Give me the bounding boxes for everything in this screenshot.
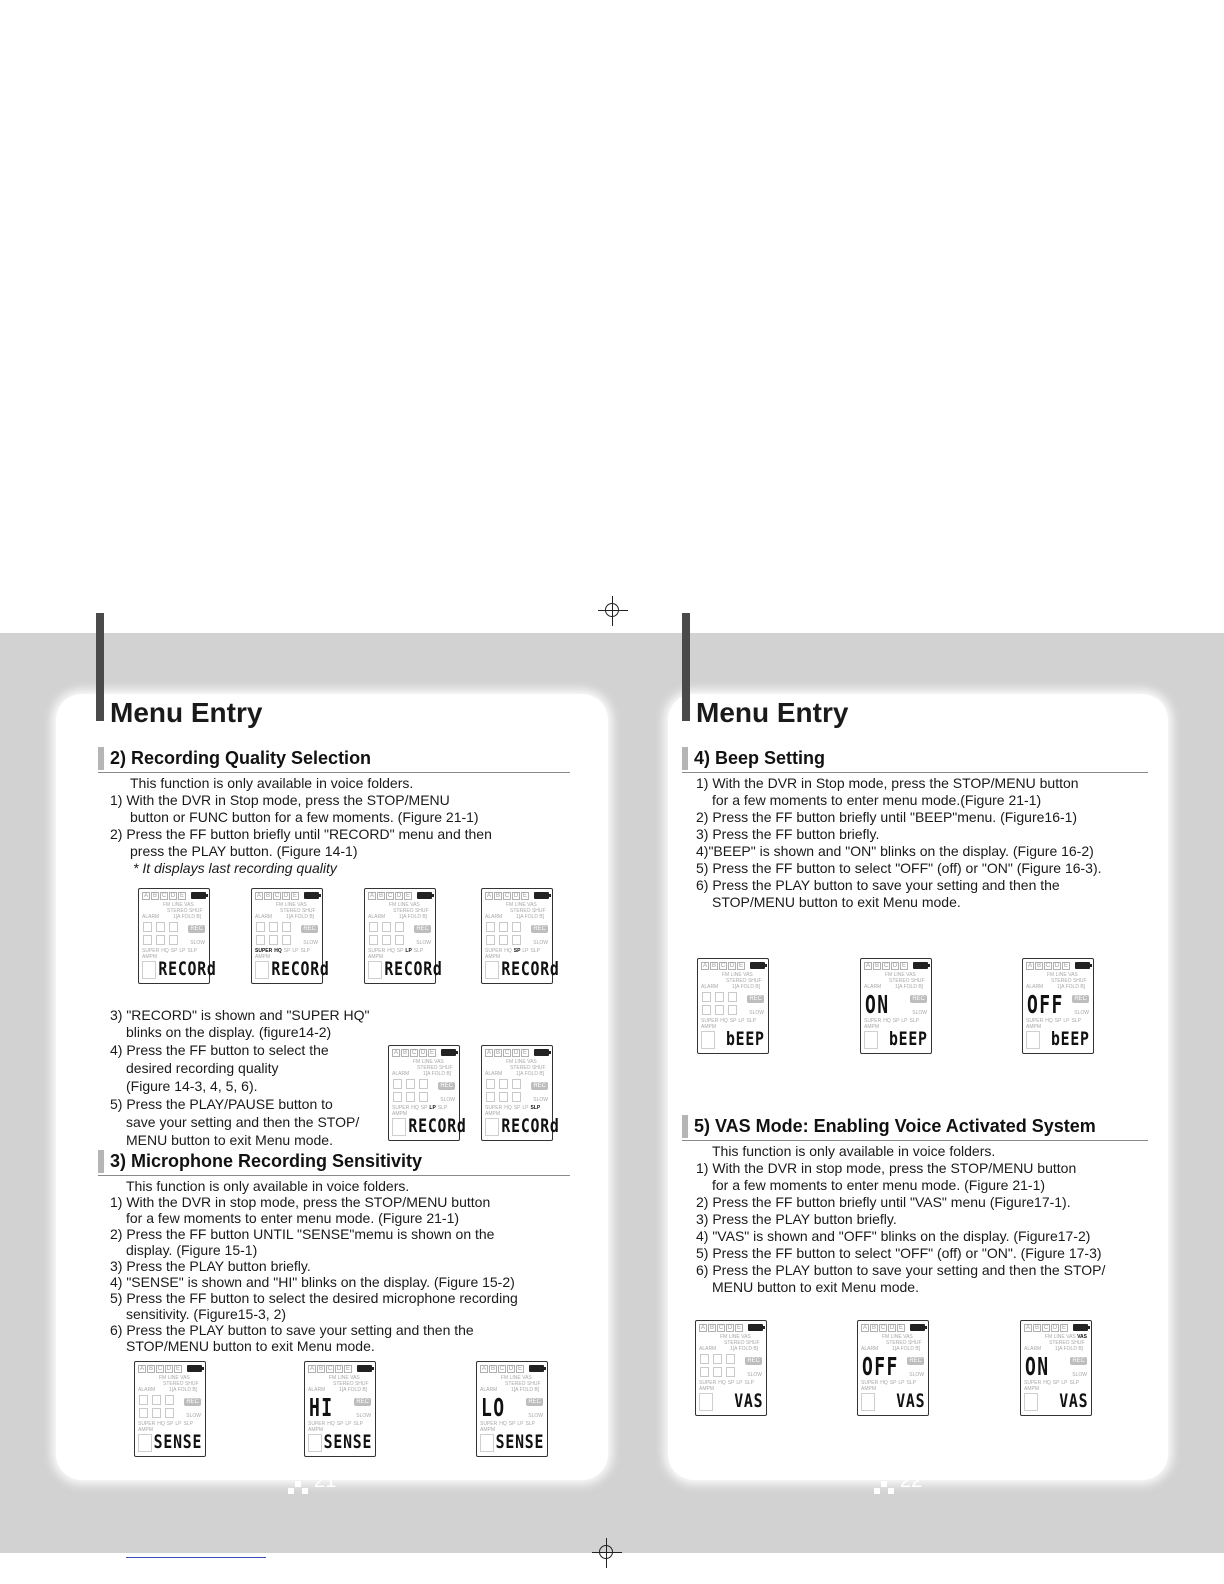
lcd-mode-labels: SUPER HQ SP LP SLP — [1026, 1018, 1081, 1024]
battery-icon — [357, 1365, 372, 1372]
lcd-menu-text: RECORd — [501, 1115, 560, 1137]
lcd-menu-text: SENSE — [495, 1431, 544, 1453]
footer-link-underline — [126, 1557, 266, 1558]
lcd-label: FM LINE VAS — [506, 1059, 537, 1065]
lcd-label: ALARM — [392, 1071, 410, 1077]
section-marker — [682, 747, 688, 770]
lcd-label: FM LINE VAS — [329, 1375, 360, 1381]
lcd-menu-text: bEEP — [726, 1028, 765, 1050]
page-number: 21 — [314, 1470, 337, 1492]
text-line: This function is only available in voice folders. — [130, 775, 414, 791]
text-line: 1) With the DVR in stop mode, press the STOP/MENU button — [696, 1160, 1077, 1176]
lcd-mode-labels: SUPER HQ SP LP SLP — [861, 1380, 916, 1386]
section-marker — [98, 1150, 104, 1173]
text-line: 4) "VAS" is shown and "OFF" blinks on the display. (Figure17-2) — [696, 1228, 1091, 1244]
lcd-figure-15-3 — [476, 1361, 548, 1457]
text-line: for a few moments to enter menu mode. (Figure 21-1) — [712, 1177, 1046, 1193]
section-title: 5) VAS Mode: Enabling Voice Activated System — [694, 1116, 1096, 1136]
lcd-label: AMPM — [699, 1386, 714, 1392]
text-line: 5) Press the FF button to select the desired microphone recording — [110, 1290, 518, 1306]
lcd-folder-letters: A B C D E — [1027, 963, 1068, 969]
lcd-figure-14-1 — [138, 888, 217, 984]
lcd-menu-text: VAS — [733, 1390, 763, 1412]
lcd-mode-labels: SUPER HQ SP LP SLP — [864, 1018, 919, 1024]
text-line: MENU button to exit Menu mode. — [126, 1132, 333, 1148]
lcd-label: STEREO SHUF — [163, 1381, 199, 1387]
lcd-vas-on: VAS — [1077, 1334, 1087, 1340]
section-heading-recording-quality — [98, 746, 570, 773]
text-line: STOP/MENU button to exit Menu mode. — [712, 894, 961, 910]
lcd-folder-letters: A B C D E — [486, 1050, 527, 1056]
lcd-label: AMPM — [701, 1024, 716, 1030]
rec-indicator: REC — [912, 996, 925, 1002]
lcd-label: 1[A FOLD B] — [516, 1071, 545, 1077]
lcd-label: AMPM — [864, 1024, 879, 1030]
lcd-folder-letters: A B C D E — [700, 1325, 741, 1331]
text-line: press the PLAY button. (Figure 14-1) — [130, 843, 358, 859]
lcd-label: 1[A FOLD B] — [732, 984, 761, 990]
section-heading-vas-mode — [682, 1114, 1148, 1141]
lcd-value: LO — [481, 1393, 506, 1422]
lcd-mode-labels: SUPER HQ SP LP SLP — [699, 1380, 754, 1386]
lcd-label: SLOW — [416, 940, 431, 946]
text-line: 3) Press the PLAY button briefly. — [110, 1258, 311, 1274]
lcd-label: FM LINE VAS — [506, 902, 537, 908]
lcd-label: FM LINE VAS — [722, 972, 753, 978]
lcd-menu-text: RECORd — [501, 958, 560, 980]
lcd-figure-15-2 — [304, 1361, 376, 1457]
rec-indicator: REC — [909, 1358, 922, 1364]
lcd-figure-17-3 — [1020, 1320, 1092, 1416]
lcd-label: FM LINE VAS — [163, 902, 194, 908]
section-marker — [98, 747, 104, 770]
lcd-label: ALARM — [480, 1387, 498, 1393]
lcd-menu-text: bEEP — [1051, 1028, 1090, 1050]
lcd-folder-letters: A B C D E — [256, 893, 297, 899]
lcd-label: SLOW — [912, 1010, 927, 1016]
lcd-label: FM LINE VAS — [1045, 1334, 1076, 1340]
text-line: 6) Press the PLAY button to save your setting and then the — [110, 1322, 474, 1338]
lcd-label: STEREO SHUF — [889, 978, 925, 984]
lcd-label: STEREO SHUF — [505, 1381, 541, 1387]
lcd-empty-digits — [486, 1079, 526, 1105]
lcd-label: STEREO SHUF — [333, 1381, 369, 1387]
section-heading-microphone-sensitivity — [98, 1149, 570, 1176]
lcd-label: ALARM — [861, 1346, 879, 1352]
text-line: 5) Press the FF button to select "OFF" (off) or "ON". (Figure 17-3) — [696, 1245, 1102, 1261]
text-line: 2) Press the FF button briefly until "BEEP"menu. (Figure16-1) — [696, 809, 1078, 825]
lcd-value: ON — [865, 990, 890, 1019]
rec-indicator: REC — [1072, 1358, 1085, 1364]
lcd-menu-text: RECORd — [158, 958, 217, 980]
lcd-figure-16-2 — [860, 958, 932, 1054]
lcd-label: STEREO SHUF — [280, 908, 316, 914]
rec-indicator: REC — [186, 1399, 199, 1405]
page-number-icon — [288, 1474, 308, 1494]
crop-mark-top — [598, 596, 628, 626]
lcd-label: FM LINE VAS — [276, 902, 307, 908]
lcd-label: FM LINE VAS — [885, 972, 916, 978]
lcd-empty-digits — [486, 922, 526, 948]
text-note: * It displays last recording quality — [133, 860, 337, 876]
lcd-figure-14-2 — [251, 888, 330, 984]
lcd-label: AMPM — [1026, 1024, 1041, 1030]
text-line: 1) With the DVR in stop mode, press the STOP/MENU button — [110, 1194, 491, 1210]
lcd-mode-labels: SUPER HQ SP LP SLP — [368, 948, 424, 954]
lcd-label: SLOW — [909, 1372, 924, 1378]
lcd-folder-letters: A B C D E — [481, 1366, 522, 1372]
lcd-value: OFF — [1027, 990, 1064, 1019]
lcd-label: FM LINE VAS — [501, 1375, 532, 1381]
lcd-empty-digits — [143, 922, 183, 948]
battery-icon — [187, 1365, 202, 1372]
lcd-label: AMPM — [485, 954, 500, 960]
lcd-empty-digits — [256, 922, 296, 948]
lcd-label: ALARM — [308, 1387, 326, 1393]
lcd-mode-labels: SUPER HQ SP LP SLP — [255, 948, 310, 954]
battery-icon — [441, 1049, 456, 1056]
lcd-figure-14-4 — [481, 888, 560, 984]
left-page-title: Menu Entry — [110, 697, 263, 728]
lcd-label: ALARM — [485, 1071, 503, 1077]
text-line: save your setting and then the STOP/ — [126, 1114, 360, 1130]
text-line: This function is only available in voice folders. — [712, 1143, 996, 1159]
lcd-label: 1[A FOLD B] — [895, 984, 924, 990]
battery-icon — [1073, 1324, 1088, 1331]
lcd-label: SLOW — [533, 1097, 548, 1103]
lcd-label: SLOW — [440, 1097, 455, 1103]
text-line: display. (Figure 15-1) — [126, 1242, 258, 1258]
lcd-menu-text: SENSE — [153, 1431, 202, 1453]
lcd-menu-text: SENSE — [323, 1431, 372, 1453]
lcd-label: 1[A FOLD B] — [169, 1387, 198, 1393]
section-title: 3) Microphone Recording Sensitivity — [110, 1151, 423, 1171]
text-line: blinks on the display. (figure14-2) — [126, 1024, 332, 1040]
rec-indicator: REC — [533, 1083, 546, 1089]
lcd-figure-17-1 — [695, 1320, 767, 1416]
lcd-label: AMPM — [480, 1427, 495, 1433]
lcd-label: STEREO SHUF — [417, 1065, 453, 1071]
lcd-empty-digits — [700, 1354, 740, 1380]
section-marker — [682, 1115, 688, 1138]
lcd-folder-letters: A B C D E — [486, 893, 527, 899]
lcd-figure-16-1 — [697, 958, 769, 1054]
battery-icon — [534, 1049, 549, 1056]
lcd-label: 1[A FOLD B] — [173, 914, 202, 920]
lcd-empty-digits — [393, 1079, 433, 1105]
text-line: 3) Press the FF button briefly. — [696, 826, 880, 842]
lcd-mode-labels: SUPER HQ SP LP SLP — [485, 1105, 541, 1111]
lcd-label: SLOW — [533, 940, 548, 946]
lcd-label: STEREO SHUF — [886, 1340, 922, 1346]
text-line: 1) With the DVR in Stop mode, press the STOP/MENU button — [696, 775, 1079, 791]
text-line: desired recording quality — [126, 1060, 279, 1076]
lcd-label: ALARM — [699, 1346, 717, 1352]
text-line: button or FUNC button for a few moments. (Figure 21-1) — [130, 809, 479, 825]
rec-indicator: REC — [356, 1399, 369, 1405]
crop-mark-bottom — [592, 1538, 622, 1568]
lcd-mode-labels: SUPER HQ SP LP SLP — [485, 948, 540, 954]
lcd-label: 1[A FOLD B] — [516, 914, 545, 920]
lcd-folder-letters: A B C D E — [139, 1366, 180, 1372]
text-line: 3) "RECORD" is shown and "SUPER HQ" — [110, 1007, 370, 1023]
lcd-label: ALARM — [701, 984, 719, 990]
lcd-label: ALARM — [142, 914, 160, 920]
lcd-label: SLOW — [190, 940, 205, 946]
right-title-bar — [682, 613, 690, 721]
lcd-folder-letters: A B C D E — [702, 963, 743, 969]
battery-icon — [1075, 962, 1090, 969]
lcd-menu-text: RECORd — [408, 1115, 467, 1137]
lcd-label: ALARM — [864, 984, 882, 990]
lcd-label: 1[A FOLD B] — [286, 914, 315, 920]
text-line: 6) Press the PLAY button to save your setting and then the — [696, 877, 1060, 893]
lcd-label: SLOW — [186, 1413, 201, 1419]
rec-indicator: REC — [440, 1083, 453, 1089]
battery-icon — [750, 962, 765, 969]
text-line: 3) Press the PLAY button briefly. — [696, 1211, 897, 1227]
lcd-label: STEREO SHUF — [510, 908, 546, 914]
page-number: 22 — [900, 1470, 923, 1492]
lcd-mode-labels: SUPER HQ SP LP SLP — [480, 1421, 535, 1427]
lcd-label: FM LINE VAS — [720, 1334, 751, 1340]
lcd-label: SLOW — [303, 940, 318, 946]
lcd-mode-labels: SUPER HQ SP LP SLP — [1024, 1380, 1079, 1386]
lcd-label: AMPM — [255, 954, 270, 960]
lcd-menu-text: VAS — [895, 1390, 925, 1412]
lcd-mode-labels: SUPER HQ SP LP SLP — [138, 1421, 193, 1427]
lcd-label: STEREO SHUF — [167, 908, 203, 914]
lcd-label: AMPM — [368, 954, 383, 960]
lcd-mode-labels: SUPER HQ SP LP SLP — [392, 1105, 448, 1111]
lcd-figure-14-6 — [481, 1045, 560, 1141]
lcd-mode-labels: SUPER HQ SP LP SLP — [308, 1421, 363, 1427]
lcd-value: HI — [309, 1393, 334, 1422]
text-line: (Figure 14-3, 4, 5, 6). — [126, 1078, 258, 1094]
lcd-label: ALARM — [368, 914, 386, 920]
lcd-figure-14-5 — [388, 1045, 467, 1141]
lcd-label: SLOW — [749, 1010, 764, 1016]
lcd-label: FM LINE VAS — [413, 1059, 444, 1065]
lcd-label: 1[A FOLD B] — [892, 1346, 921, 1352]
lcd-label: STEREO SHUF — [510, 1065, 546, 1071]
lcd-folder-letters: A B C D E — [143, 893, 184, 899]
text-line: 4) Press the FF button to select the — [110, 1042, 329, 1058]
lcd-folder-letters: A B C D E — [865, 963, 906, 969]
lcd-label: AMPM — [1024, 1386, 1039, 1392]
battery-icon — [417, 892, 432, 899]
battery-icon — [748, 1324, 763, 1331]
lcd-figure-16-3 — [1022, 958, 1094, 1054]
rec-indicator: REC — [528, 1399, 541, 1405]
battery-icon — [910, 1324, 925, 1331]
text-line: for a few moments to enter menu mode. (Figure 21-1) — [126, 1210, 460, 1226]
lcd-label: FM LINE VAS — [1047, 972, 1078, 978]
rec-indicator: REC — [747, 1358, 760, 1364]
section-heading-beep-setting — [682, 746, 1148, 773]
lcd-menu-text: VAS — [1058, 1390, 1088, 1412]
rec-indicator: REC — [303, 926, 316, 932]
lcd-label: STEREO SHUF — [1051, 978, 1087, 984]
section-title: 2) Recording Quality Selection — [110, 748, 372, 768]
lcd-label: ALARM — [255, 914, 273, 920]
right-page-title: Menu Entry — [696, 697, 849, 728]
lcd-label: ALARM — [1024, 1346, 1042, 1352]
battery-icon — [529, 1365, 544, 1372]
lcd-empty-digits — [139, 1395, 179, 1421]
lcd-menu-text: RECORd — [384, 958, 443, 980]
lcd-label: SLOW — [1074, 1010, 1089, 1016]
lcd-label: FM LINE VAS — [389, 902, 420, 908]
lcd-label: AMPM — [142, 954, 157, 960]
text-line: 5) Press the PLAY/PAUSE button to — [110, 1096, 333, 1112]
lcd-label: STEREO SHUF — [393, 908, 429, 914]
lcd-label: AMPM — [138, 1427, 153, 1433]
page-number-icon — [874, 1474, 894, 1494]
lcd-folder-letters: A B C D E — [1025, 1325, 1066, 1331]
lcd-label: STEREO SHUF — [724, 1340, 760, 1346]
lcd-folder-letters: A B C D E — [309, 1366, 350, 1372]
lcd-mode-labels: SUPER HQ SP LP SLP — [142, 948, 197, 954]
text-line: 4) "SENSE" is shown and "HI" blinks on the display. (Figure 15-2) — [110, 1274, 515, 1290]
lcd-label: ALARM — [485, 914, 503, 920]
lcd-empty-digits — [369, 922, 409, 948]
text-line: 2) Press the FF button briefly until "VAS" menu (Figure17-1). — [696, 1194, 1071, 1210]
lcd-figure-17-2 — [857, 1320, 929, 1416]
lcd-menu-text: RECORd — [271, 958, 330, 980]
rec-indicator: REC — [416, 926, 429, 932]
lcd-label: SLOW — [528, 1413, 543, 1419]
lcd-label: STEREO SHUF — [1049, 1340, 1085, 1346]
lcd-label: ALARM — [1026, 984, 1044, 990]
battery-icon — [534, 892, 549, 899]
lcd-label: STEREO SHUF — [726, 978, 762, 984]
lcd-menu-text: bEEP — [889, 1028, 928, 1050]
lcd-label: 1[A FOLD B] — [423, 1071, 452, 1077]
lcd-folder-letters: A B C D E — [369, 893, 410, 899]
text-line: 6) Press the PLAY button to save your setting and then the STOP/ — [696, 1262, 1106, 1278]
battery-icon — [913, 962, 928, 969]
lcd-label: AMPM — [861, 1386, 876, 1392]
lcd-label: AMPM — [392, 1111, 407, 1117]
rec-indicator: REC — [749, 996, 762, 1002]
rec-indicator: REC — [533, 926, 546, 932]
lcd-label: SLOW — [747, 1372, 762, 1378]
rec-indicator: REC — [190, 926, 203, 932]
lcd-label: 1[A FOLD B] — [399, 914, 428, 920]
text-line: 2) Press the FF button briefly until "RECORD" menu and then — [110, 826, 492, 842]
left-title-bar — [96, 613, 104, 721]
battery-icon — [304, 892, 319, 899]
lcd-figure-15-1 — [134, 1361, 206, 1457]
lcd-label: SLOW — [356, 1413, 371, 1419]
lcd-folder-letters: A B C D E — [862, 1325, 903, 1331]
text-line: 4)"BEEP" is shown and "ON" blinks on the display. (Figure 16-2) — [696, 843, 1094, 859]
lcd-figure-14-3 — [364, 888, 443, 984]
lcd-label: FM LINE VAS — [882, 1334, 913, 1340]
lcd-label: 1[A FOLD B] — [339, 1387, 368, 1393]
text-line: 2) Press the FF button UNTIL "SENSE"memu is shown on the — [110, 1226, 495, 1242]
text-line: STOP/MENU button to exit Menu mode. — [126, 1338, 375, 1354]
lcd-mode-labels: SUPER HQ SP LP SLP — [701, 1018, 756, 1024]
lcd-label: 1[A FOLD B] — [730, 1346, 759, 1352]
text-line: 1) With the DVR in Stop mode, press the STOP/MENU — [110, 792, 450, 808]
lcd-label: 1[A FOLD B] — [1057, 984, 1086, 990]
battery-icon — [191, 892, 206, 899]
lcd-value: OFF — [862, 1352, 899, 1381]
lcd-empty-digits — [702, 992, 742, 1018]
text-line: MENU button to exit Menu mode. — [712, 1279, 919, 1295]
lcd-value: ON — [1025, 1352, 1050, 1381]
text-line: for a few moments to enter menu mode.(Figure 21-1) — [712, 792, 1042, 808]
text-line: 5) Press the FF button to select "OFF" (off) or "ON" (Figure 16-3). — [696, 860, 1102, 876]
lcd-label: SLOW — [1072, 1372, 1087, 1378]
text-line: This function is only available in voice folders. — [126, 1178, 410, 1194]
lcd-label: ALARM — [138, 1387, 156, 1393]
lcd-label: AMPM — [308, 1427, 323, 1433]
lcd-label: AMPM — [485, 1111, 500, 1117]
lcd-label: FM LINE VAS — [159, 1375, 190, 1381]
lcd-folder-letters: A B C D E — [393, 1050, 434, 1056]
lcd-label: 1[A FOLD B] — [1055, 1346, 1084, 1352]
lcd-label: 1[A FOLD B] — [511, 1387, 540, 1393]
section-title: 4) Beep Setting — [694, 748, 826, 768]
rec-indicator: REC — [1074, 996, 1087, 1002]
text-line: sensitivity. (Figure15-3, 2) — [126, 1306, 287, 1322]
